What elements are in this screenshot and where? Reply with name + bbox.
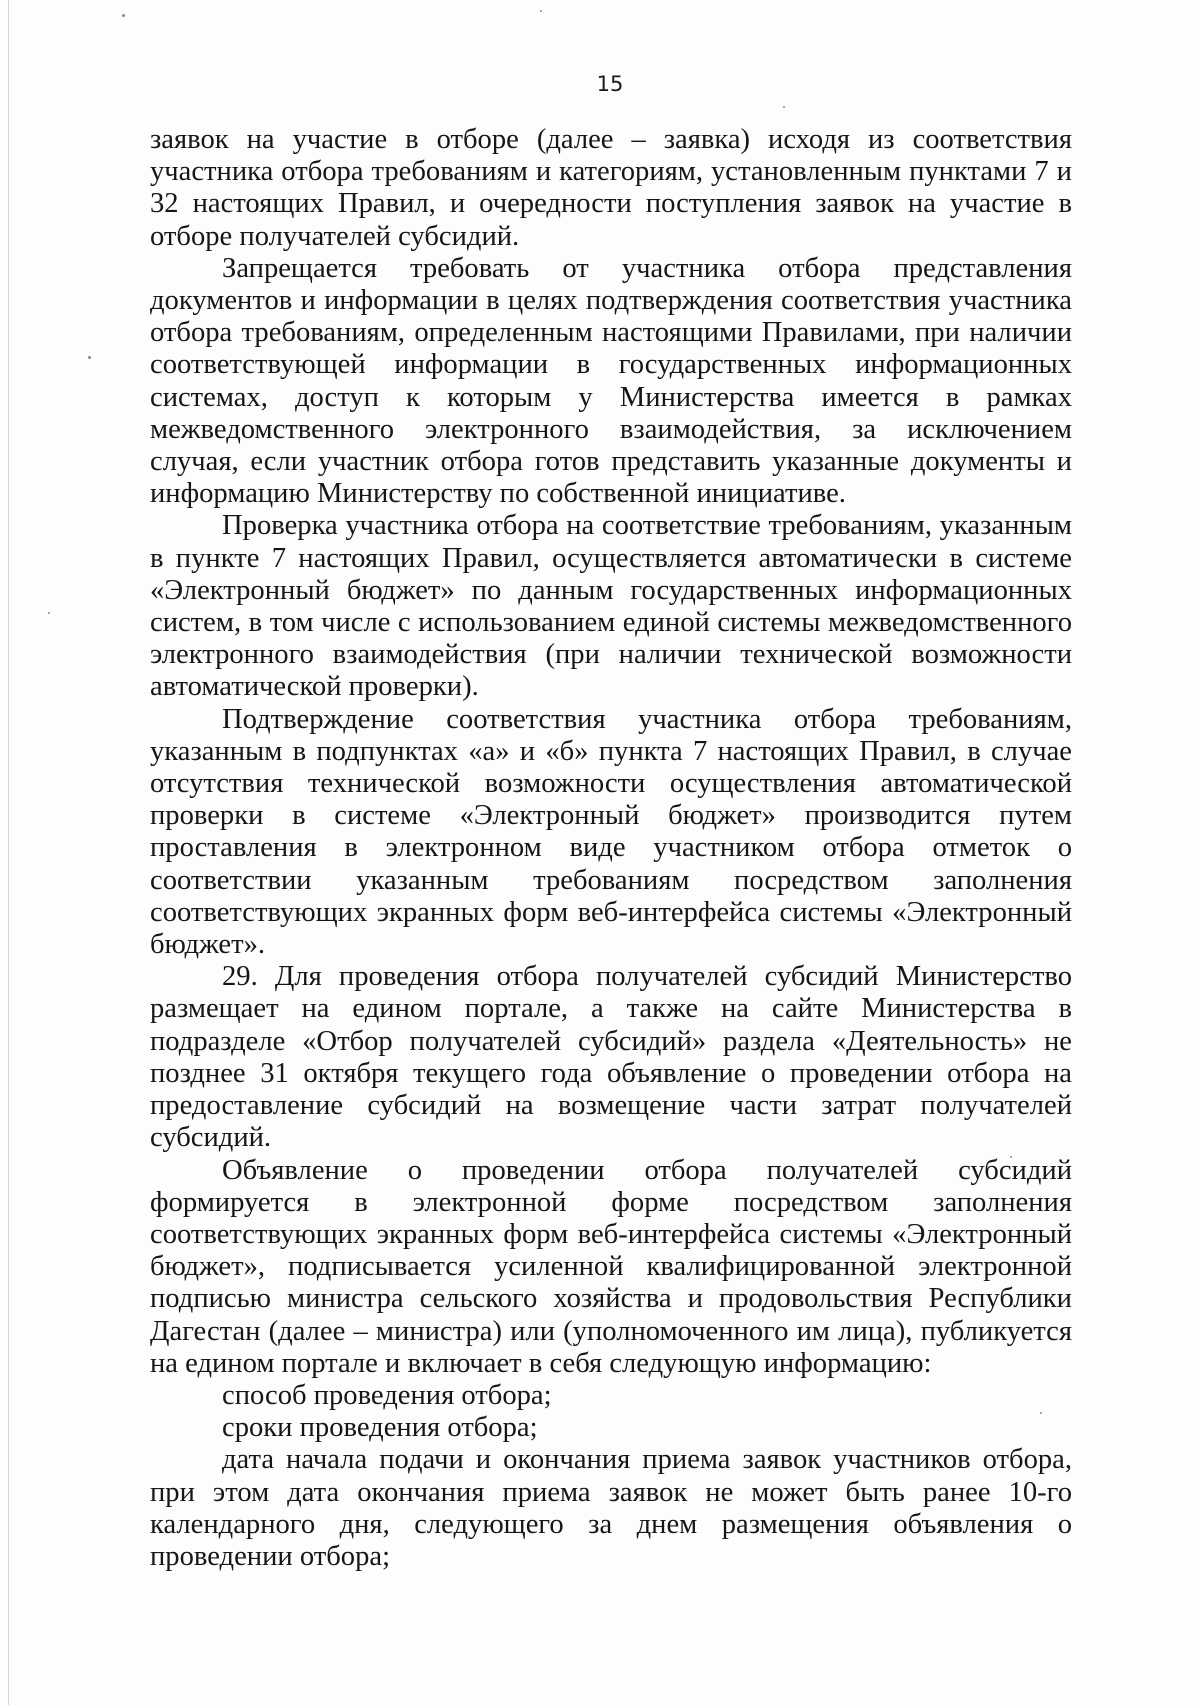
list-item: дата начала подачи и окончания приема заявок участников отбора, при этом дата окончания приема заявок не может быть ранее 10-го календарного дня, следующего за днем размещения объявления о проведении отбора; (150, 1444, 1072, 1572)
scan-edge-left (8, 0, 9, 1705)
scan-speck (48, 612, 50, 614)
list-item: сроки проведения отбора; (222, 1412, 538, 1444)
page-number: 15 (596, 72, 624, 96)
paragraph: Подтверждение соответствия участника отбора требованиям, указанным в подпунктах «а» и «б» пункта 7 настоящих Правил, в случае отсутствия технической возможности осуществления автоматической проверки в системе «Электронный бюджет» производится путем проставления в электронном виде участником отбора отметок о соответствии указанным требованиям посредством заполнения соответствующих экранных форм веб-интерфейса системы «Электронный бюджет». (150, 703, 1072, 961)
paragraph: Объявление о проведении отбора получателей субсидий формируется в электронной форме посредством заполнения соответствующих экранных форм веб-интерфейса системы «Электронный бюджет», подписывается усиленной квалифицированной электронной подписью министра сельского хозяйства и продовольствия Республики Дагестан (далее – министра) или (уполномоченного им лица), публикуется на едином портале и включает в себя следующую информацию: (150, 1154, 1072, 1379)
paragraph: заявок на участие в отборе (далее – заявка) исходя из соответствия участника отбора требованиям и категориям, установленным пунктами 7 и 32 настоящих Правил, и очередности поступления заявок на участие в отборе получателей субсидий. (150, 124, 1072, 252)
list-item: способ проведения отбора; (222, 1379, 552, 1411)
scan-speck (122, 14, 125, 17)
scan-speck (88, 356, 91, 359)
paragraph: Проверка участника отбора на соответствие требованиям, указанным в пункте 7 настоящих Правил, осуществляется автоматически в системе «Электронный бюджет» по данным государственных информационных систем, в том числе с использованием единой системы межведомственного электронного взаимодействия (при наличии технической возможности автоматической проверки). (150, 510, 1072, 703)
scan-speck (783, 106, 785, 108)
paragraph: Запрещается требовать от участника отбора представления документов и информации в целях подтверждения соответствия участника отбора требованиям, определенным настоящими Правилами, при наличии соответствующей информации в государственных информационных системах, доступ к которым у Министерства имеется в рамках межведомственного электронного взаимодействия, за исключением случая, если участник отбора готов представить указанные документы и информацию Министерству по собственной инициативе. (150, 252, 1072, 510)
paragraph-clause-29: 29. Для проведения отбора получателей субсидий Министерство размещает на едином портале, а также на сайте Министерства в подразделе «Отбор получателей субсидий» раздела «Деятельность» не позднее 31 октября текущего года объявление о проведении отбора на предоставление субсидий на возмещение части затрат получателей субсидий. (150, 961, 1072, 1154)
scan-speck (540, 10, 542, 12)
document-body (150, 124, 1072, 1573)
